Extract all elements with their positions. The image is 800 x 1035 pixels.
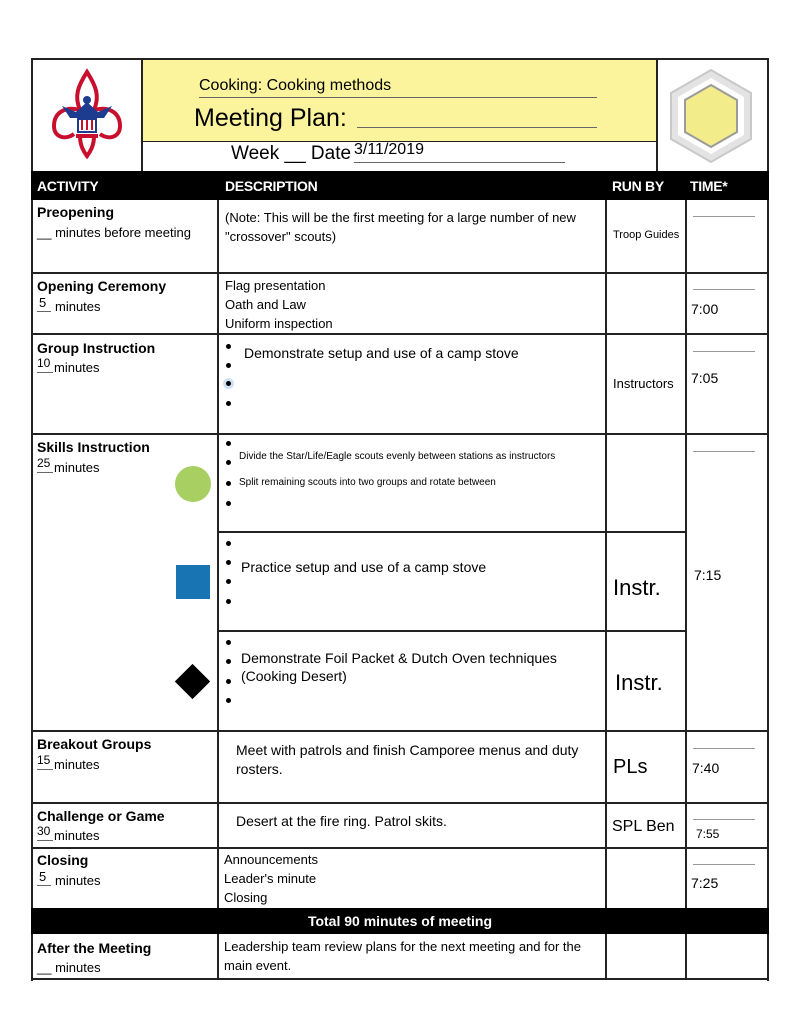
after-description: Leadership team review plans for the next meeting and for the main event. bbox=[224, 939, 581, 973]
closing-item-2: Leader's minute bbox=[224, 871, 317, 886]
opening-minutes-value: 5 bbox=[39, 295, 47, 310]
challenge-title: Challenge or Game bbox=[37, 808, 165, 824]
opening-time: 7:00 bbox=[691, 301, 719, 317]
group-title: Group Instruction bbox=[37, 340, 156, 356]
breakout-minutes-value: 15 bbox=[37, 753, 51, 767]
challenge-run-by: SPL Ben bbox=[612, 818, 675, 835]
page-title: Meeting Plan: bbox=[194, 104, 347, 132]
skills-minutes-label: minutes bbox=[54, 460, 100, 475]
group-run-by: Instructors bbox=[613, 376, 674, 391]
week-date-label: Week __ Date bbox=[231, 143, 352, 164]
skills-minutes-value: 25 bbox=[37, 456, 51, 470]
closing-minutes-value: 5 bbox=[39, 869, 47, 884]
preopening-duration: __ minutes before meeting bbox=[37, 225, 191, 240]
opening-minutes-label: minutes bbox=[55, 299, 101, 314]
preopening-description: (Note: This will be the first meeting for a large number of new "crossover" scouts) bbox=[225, 210, 576, 244]
circle-station-item-2: Split remaining scouts into two groups and rotate between bbox=[239, 477, 496, 488]
yellow-hexagon-icon bbox=[664, 66, 758, 166]
description-column-header: DESCRIPTION bbox=[225, 178, 318, 194]
breakout-time: 7:40 bbox=[692, 760, 720, 776]
opening-item-1: Flag presentation bbox=[225, 278, 326, 293]
circle-station-item-1: Divide the Star/Life/Eagle scouts evenly between stations as instructors bbox=[239, 451, 556, 462]
topic-text: Cooking: Cooking methods bbox=[199, 77, 392, 94]
activity-column-header: ACTIVITY bbox=[37, 178, 99, 194]
group-item: Demonstrate setup and use of a camp stove bbox=[244, 345, 519, 361]
closing-title: Closing bbox=[37, 852, 89, 868]
fleur-de-lis-logo-icon bbox=[40, 66, 134, 162]
skills-time: 7:15 bbox=[694, 567, 722, 583]
breakout-minutes-label: minutes bbox=[54, 757, 100, 772]
green-circle-icon bbox=[175, 466, 211, 502]
scouts-logo bbox=[40, 66, 134, 162]
challenge-time: 7:55 bbox=[696, 827, 720, 841]
skills-title: Skills Instruction bbox=[37, 439, 150, 455]
after-duration: __ minutes bbox=[37, 960, 101, 975]
closing-item-1: Announcements bbox=[224, 852, 318, 867]
square-station-run-by: Instr. bbox=[613, 575, 661, 600]
preopening-title: Preopening bbox=[37, 204, 115, 220]
challenge-minutes-value: 30 bbox=[37, 824, 51, 838]
diamond-station-item-line1: Demonstrate Foil Packet & Dutch Oven techniques bbox=[241, 650, 557, 666]
challenge-description: Desert at the fire ring. Patrol skits. bbox=[236, 813, 447, 829]
black-diamond-icon bbox=[175, 664, 210, 699]
date-value: 3/11/2019 bbox=[354, 141, 424, 158]
diamond-station-item-line2: (Cooking Desert) bbox=[241, 668, 347, 684]
closing-minutes-label: minutes bbox=[55, 873, 101, 888]
group-minutes-label: minutes bbox=[54, 360, 100, 375]
badge-cell bbox=[664, 66, 758, 166]
opening-item-3: Uniform inspection bbox=[225, 316, 333, 331]
group-minutes-value: 10 bbox=[37, 356, 51, 370]
time-column-header: TIME* bbox=[690, 178, 728, 194]
diamond-station-run-by: Instr. bbox=[615, 670, 663, 695]
closing-time: 7:25 bbox=[691, 875, 719, 891]
challenge-minutes-label: minutes bbox=[54, 828, 100, 843]
run-by-column-header: RUN BY bbox=[612, 178, 664, 194]
opening-item-2: Oath and Law bbox=[225, 297, 306, 312]
preopening-run-by: Troop Guides bbox=[613, 229, 680, 241]
square-station-item: Practice setup and use of a camp stove bbox=[241, 559, 487, 575]
blue-square-icon bbox=[176, 565, 210, 599]
after-title: After the Meeting bbox=[37, 940, 152, 956]
closing-item-3: Closing bbox=[224, 890, 268, 905]
opening-title: Opening Ceremony bbox=[37, 278, 167, 294]
breakout-title: Breakout Groups bbox=[37, 736, 152, 752]
total-text: Total 90 minutes of meeting bbox=[307, 913, 493, 929]
breakout-run-by: PLs bbox=[613, 756, 648, 778]
breakout-description: Meet with patrols and finish Camporee menus and duty rosters. bbox=[236, 742, 579, 777]
group-time: 7:05 bbox=[691, 370, 719, 386]
